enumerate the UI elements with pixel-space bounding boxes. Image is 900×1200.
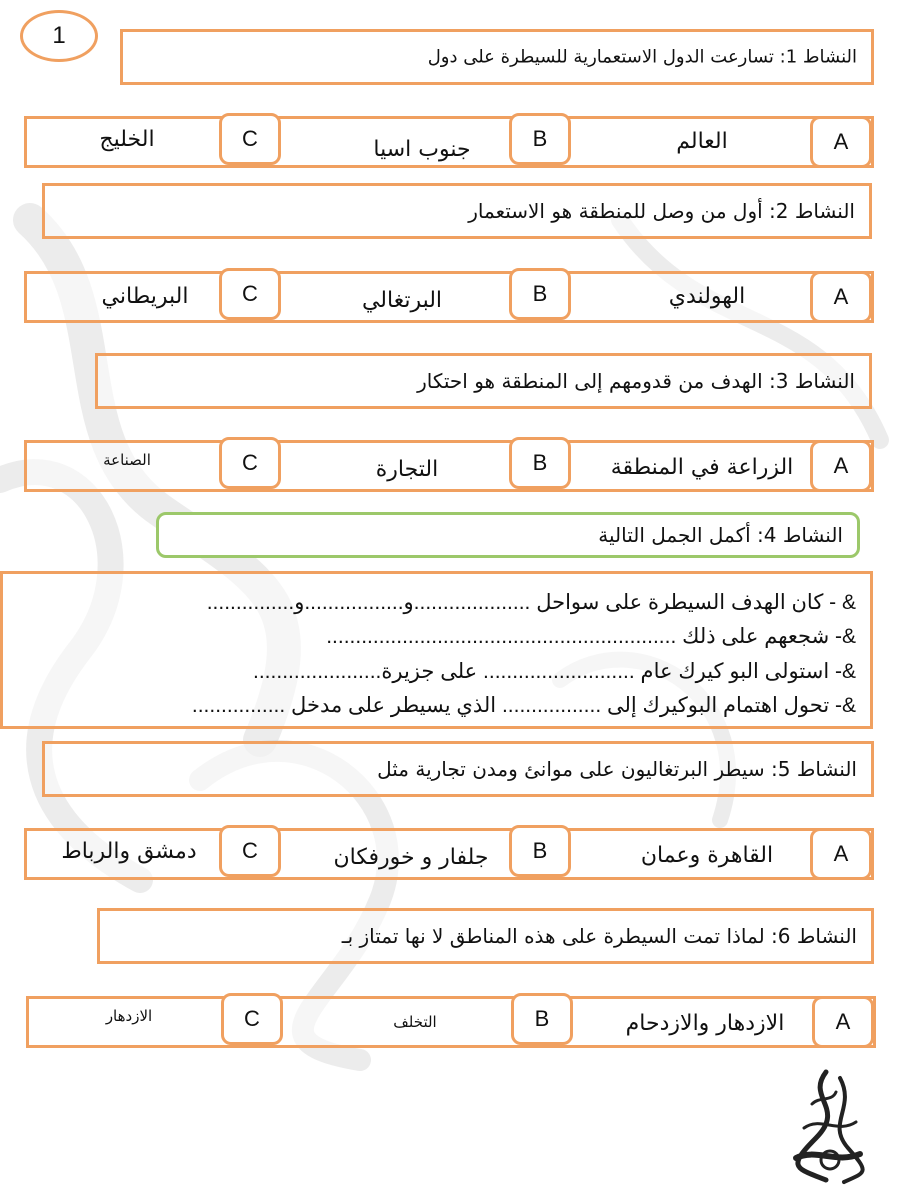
activity-1-options xyxy=(24,116,874,168)
activity-5-option-b-button[interactable] xyxy=(509,825,571,877)
activity-2-option-a-text: الهولندي xyxy=(668,284,746,309)
option-letter: A xyxy=(833,284,849,309)
option-letter: B xyxy=(532,126,548,151)
activity-1-question-box xyxy=(120,29,874,85)
activity-5-option-b-text: جلفار و خورفكان xyxy=(333,845,489,870)
activity-2-question-box xyxy=(42,183,872,239)
activity-2-option-c-button[interactable] xyxy=(219,268,281,320)
activity-1-question: النشاط 1: تسارعت الدول الاستعمارية للسيطرة على دول xyxy=(427,46,857,68)
activity-6-option-b-button[interactable] xyxy=(511,993,573,1045)
activity-6-option-a-button[interactable] xyxy=(812,996,874,1048)
activity-5-option-c-text: دمشق والرباط xyxy=(61,839,197,864)
activity-5-question-box xyxy=(42,741,874,797)
activity-1-option-b-text: جنوب اسيا xyxy=(373,137,471,162)
fill-in-line-3[interactable]: &- استولى البو كيرك عام .......................... على جزيرة...................... xyxy=(253,660,856,683)
activity-3-option-b-text: التجارة xyxy=(375,457,439,482)
option-letter: A xyxy=(835,1009,851,1034)
option-letter: C xyxy=(242,838,258,863)
activity-6-question-box xyxy=(97,908,874,964)
activity-3-option-a-text: الزراعة في المنطقة xyxy=(610,455,794,480)
activity-2-question: النشاط 2: أول من وصل للمنطقة هو الاستعمار xyxy=(468,199,855,223)
option-letter: C xyxy=(242,126,258,151)
activity-4-question: النشاط 4: أكمل الجمل التالية xyxy=(598,523,843,547)
option-letter: B xyxy=(532,450,548,475)
page-number-badge xyxy=(20,10,98,62)
fill-in-line-2[interactable]: &- شجعهم على ذلك ............................................................ xyxy=(326,625,856,648)
option-letter: C xyxy=(244,1006,260,1031)
activity-4-question-box xyxy=(156,512,860,558)
activity-1-option-a-button[interactable] xyxy=(810,116,872,168)
activity-6-option-b-text: التخلف xyxy=(393,1013,437,1031)
activity-5-option-a-button[interactable] xyxy=(810,828,872,880)
activity-2-option-b-text: البرتغالي xyxy=(361,288,443,313)
page-number: 1 xyxy=(52,22,66,49)
calligraphy-logo xyxy=(786,1068,870,1186)
activity-5-option-c-button[interactable] xyxy=(219,825,281,877)
activity-1-option-a-text: العالم xyxy=(676,129,728,154)
activity-6-option-a-text: الازدهار والازدحام xyxy=(625,1011,785,1036)
activity-6-options xyxy=(26,996,876,1048)
activity-6-option-c-text: الازدهار xyxy=(105,1007,153,1025)
activity-1-option-c-text: الخليج xyxy=(99,127,155,152)
option-letter: C xyxy=(242,281,258,306)
option-letter: B xyxy=(532,838,548,863)
activity-6-question: النشاط 6: لماذا تمت السيطرة على هذه المناطق لا نها تمتاز بـ xyxy=(341,924,857,948)
activity-2-option-c-text: البريطاني xyxy=(101,284,189,309)
fill-in-line-4[interactable]: &- تحول اهتمام البوكيرك إلى ................. الذي يسيطر على مدخل ................ xyxy=(191,694,856,717)
activity-4-fill-in-box xyxy=(0,571,873,729)
activity-3-option-c-button[interactable] xyxy=(219,437,281,489)
activity-3-option-a-button[interactable] xyxy=(810,440,872,492)
activity-2-option-b-button[interactable] xyxy=(509,268,571,320)
option-letter: B xyxy=(532,281,548,306)
option-letter: C xyxy=(242,450,258,475)
option-letter: B xyxy=(534,1006,550,1031)
option-letter: A xyxy=(833,129,849,154)
activity-1-option-b-button[interactable] xyxy=(509,113,571,165)
activity-3-options xyxy=(24,440,874,492)
activity-2-option-a-button[interactable] xyxy=(810,271,872,323)
option-letter: A xyxy=(833,453,849,478)
activity-3-question-box xyxy=(95,353,872,409)
activity-5-options xyxy=(24,828,874,880)
fill-in-line-1[interactable]: & - كان الهدف السيطرة على سواحل ....................و.................و............... xyxy=(206,591,856,614)
activity-3-option-b-button[interactable] xyxy=(509,437,571,489)
activity-5-question: النشاط 5: سيطر البرتغاليون على موانئ ومدن تجارية مثل xyxy=(377,757,857,781)
activity-3-option-c-text: الصناعة xyxy=(103,451,151,469)
activity-1-option-c-button[interactable] xyxy=(219,113,281,165)
activity-6-option-c-button[interactable] xyxy=(221,993,283,1045)
activity-2-options xyxy=(24,271,874,323)
option-letter: A xyxy=(833,841,849,866)
activity-5-option-a-text: القاهرة وعمان xyxy=(640,843,774,868)
activity-3-question: النشاط 3: الهدف من قدومهم إلى المنطقة هو احتكار xyxy=(417,369,855,393)
